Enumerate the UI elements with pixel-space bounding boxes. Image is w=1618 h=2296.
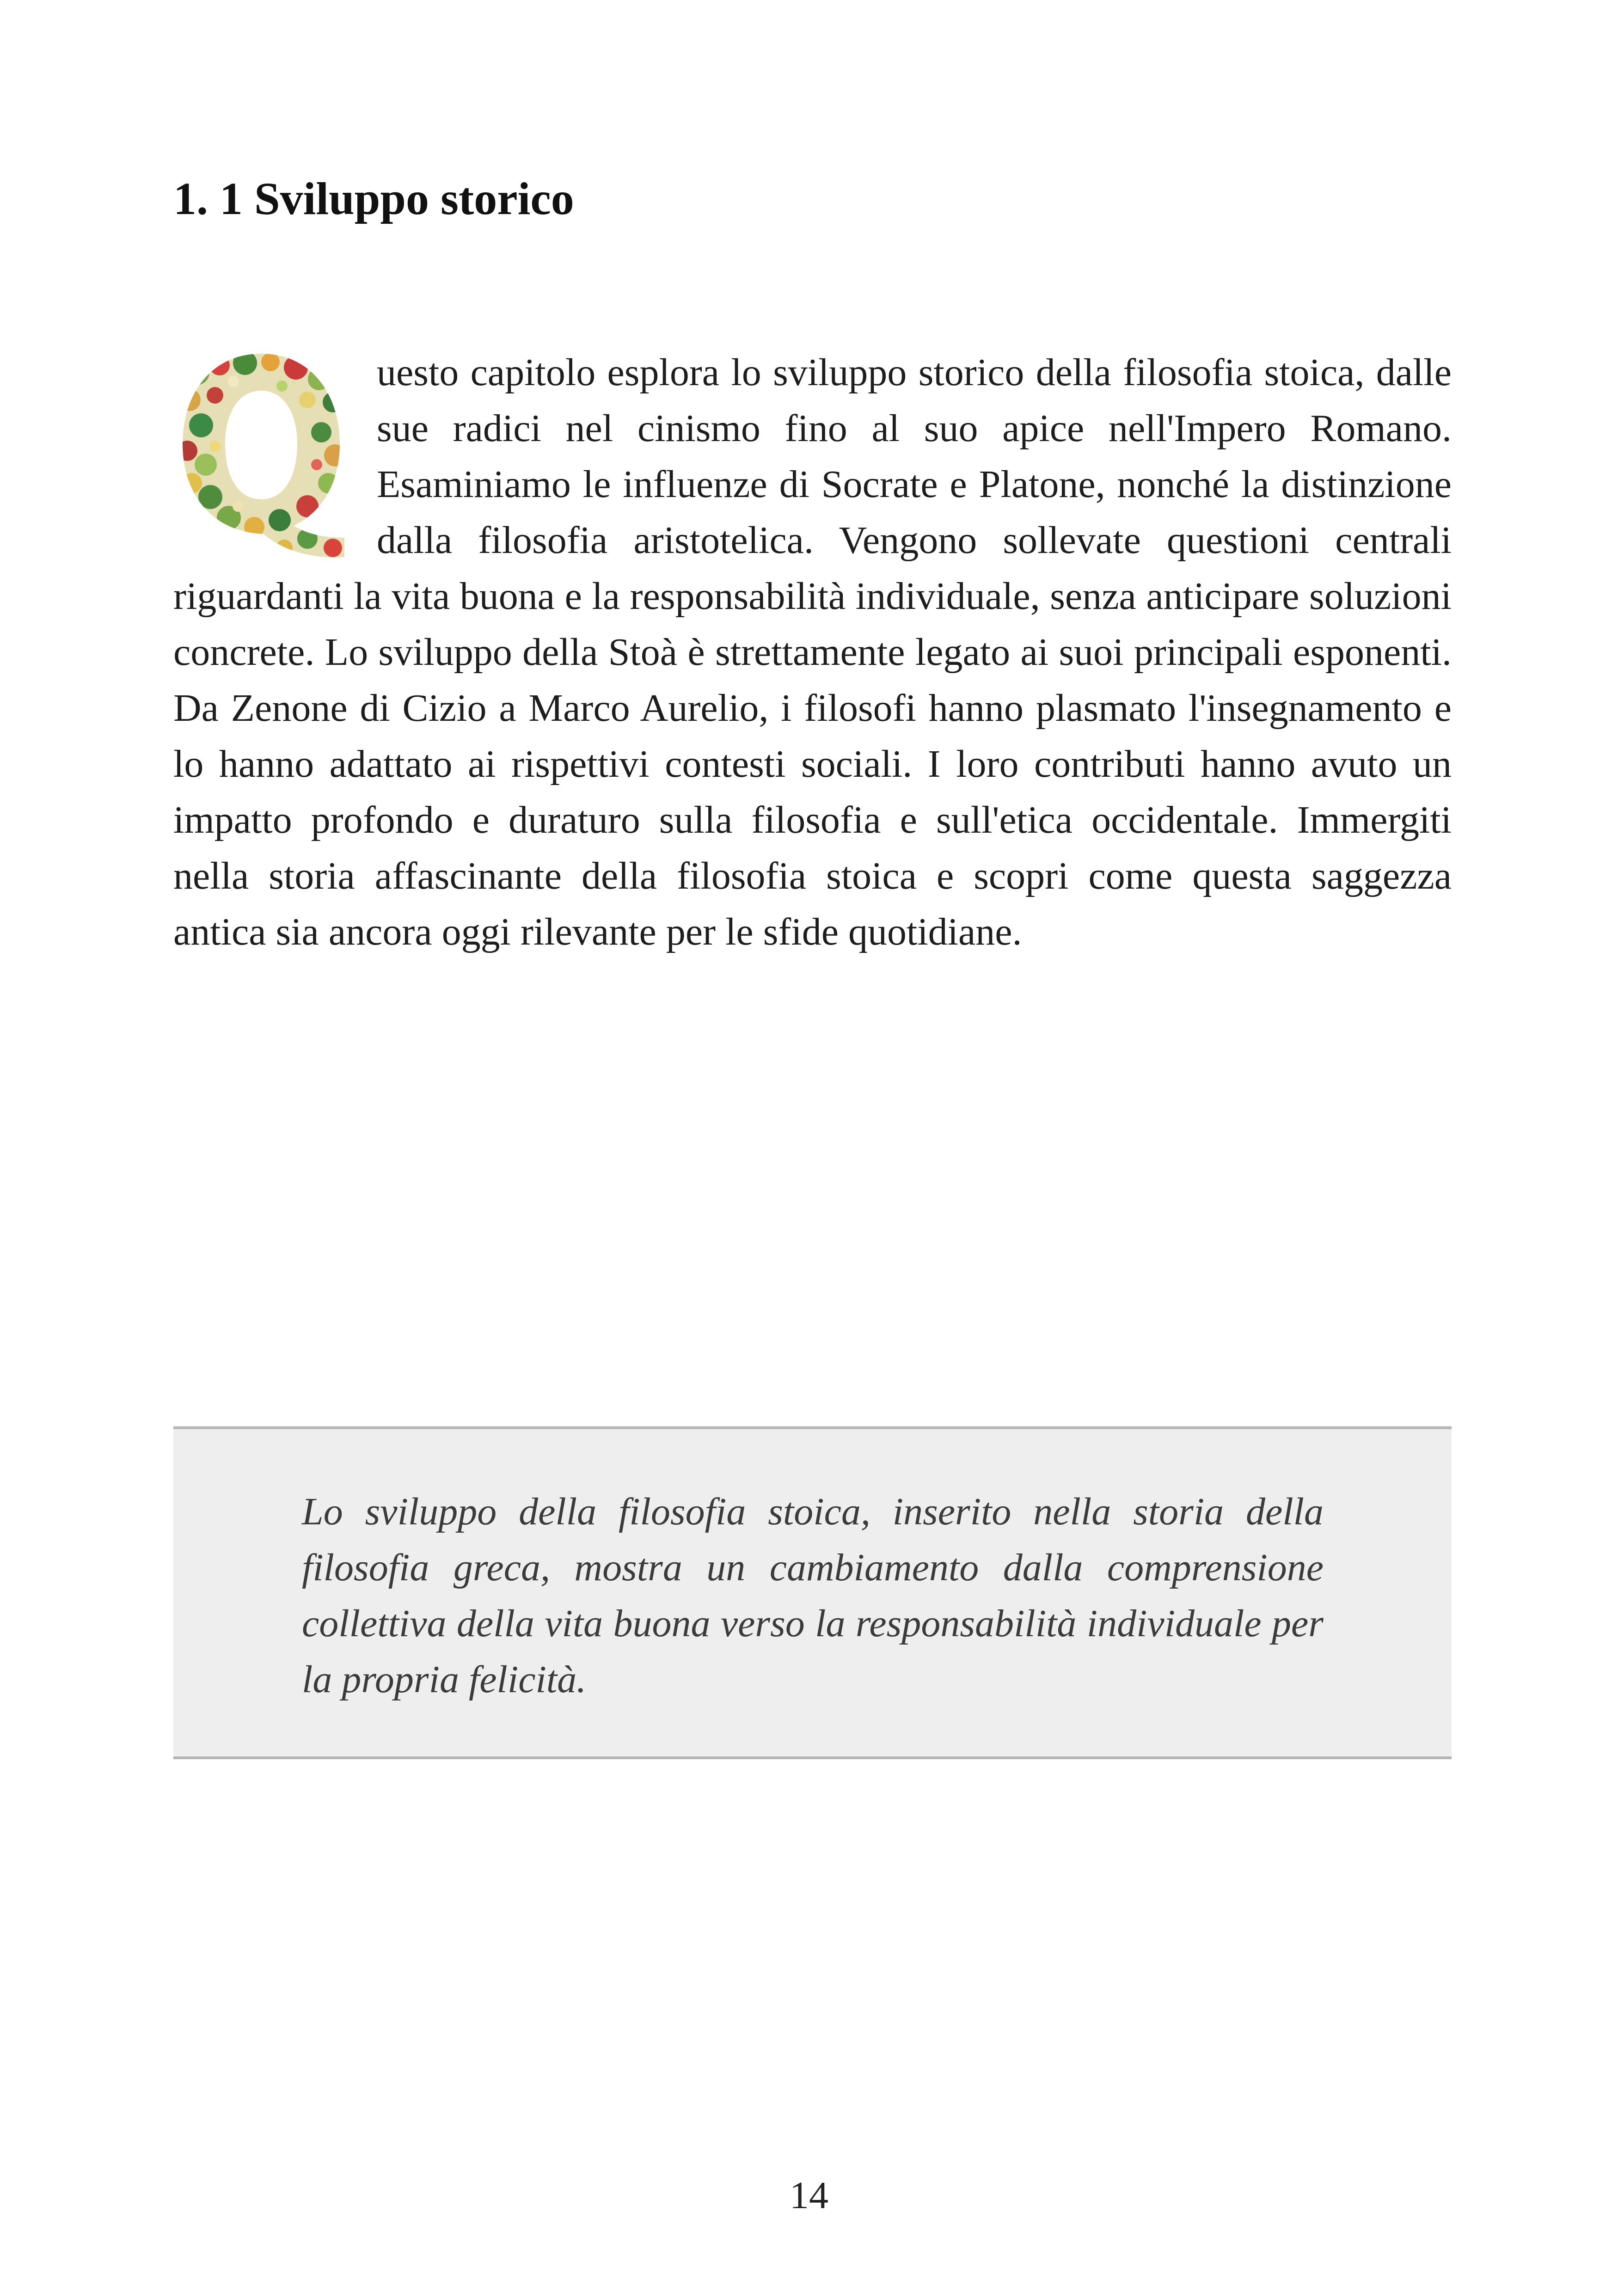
body-paragraph (173, 344, 1452, 960)
page-number: 14 (790, 2174, 828, 2217)
dropcap-spacer (173, 344, 377, 562)
pull-quote-text: Lo sviluppo della filosofia stoica, inserito nella storia della filosofia greca, mostra un cambiamento dalla comprensione collettiva della vita buona verso la responsabilità individuale per la propria felicità. (302, 1490, 1324, 1701)
section-heading: 1. 1 Sviluppo storico (173, 173, 574, 224)
body-paragraph-text: uesto capitolo esplora lo sviluppo storico della filosofia stoica, dalle sue radici nel cinismo fino al suo apice nell'Impero Romano. Esaminiamo le influenze di Socrate e Platone, nonché la distinzione dalla filosofia aristotelica. Vengono sollevate questioni centrali riguardanti la vita buona e la responsabilità individuale, senza anticipare soluzioni concrete. Lo sviluppo della Stoà è strettamente legato ai suoi principali esponenti. Da Zenone di Cizio a Marco Aurelio, i filosofi hanno plasmato l'insegnamento e lo hanno adattato ai rispettivi contesti sociali. I loro contributi hanno avuto un impatto profondo e duraturo sulla filosofia e sull'etica occidentale. Immergiti nella storia affascinante della filosofia stoica e scopri come questa saggezza antica sia ancora oggi rilevante per le sfide quotidiane. (173, 351, 1452, 953)
pull-quote-box (173, 1426, 1452, 1759)
